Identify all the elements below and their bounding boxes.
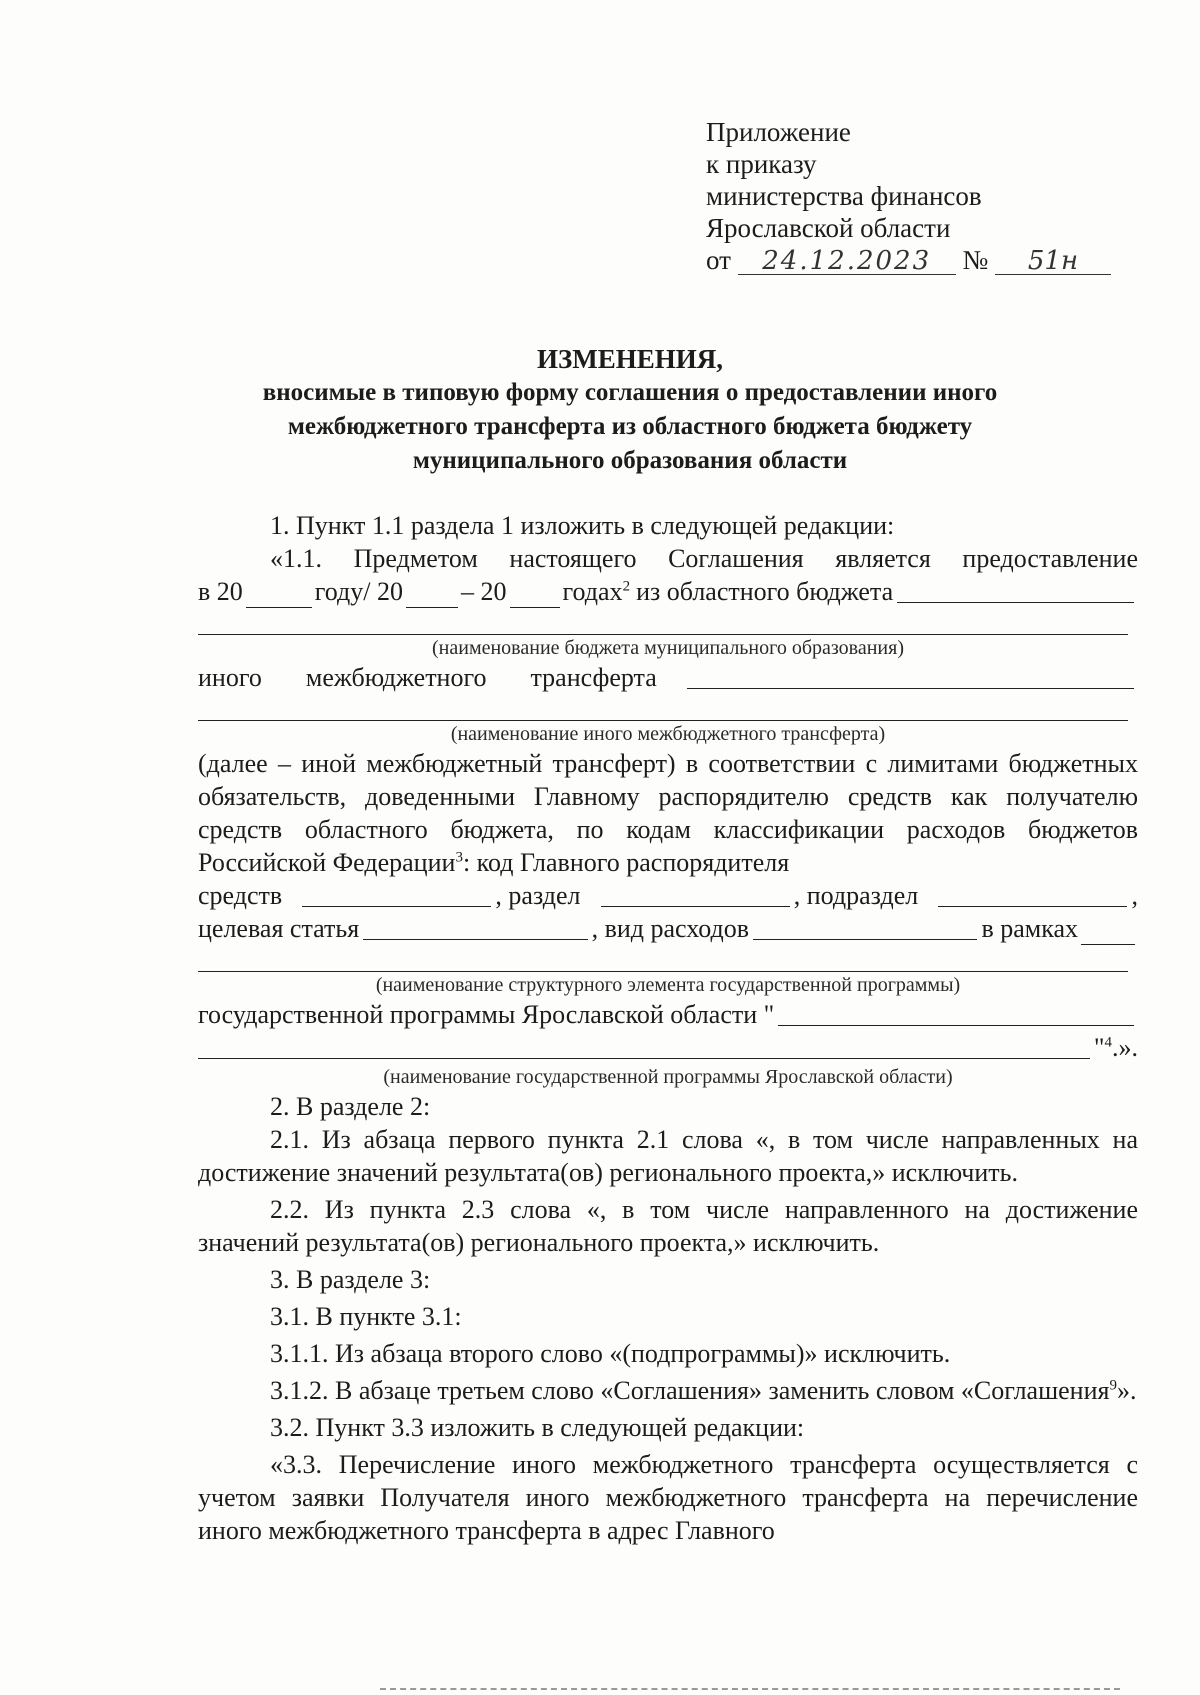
program-line [198,998,1138,1031]
year-dash: – 20 [461,577,507,606]
transfer-word-3: трансферта [530,663,657,692]
page-bottom-artifact [380,1688,1120,1693]
heading-line-3: муниципального образования области [412,447,848,474]
transfer-blank-line [198,694,1128,721]
paragraph-3-text: (далее – иной межбюджетный трансферт) в соответствии с лимитами бюджетных обязательств, доведенными Главному распорядителю средств как получателю средств областного бюджета, по кодам классификации расходов бюджетов Российской Федерации [198,749,1138,877]
section-2: 2. В разделе 2: [270,1092,431,1121]
footnote-9: 9 [1109,1377,1117,1394]
year-blank-2 [406,587,458,608]
footnote-3: 3 [455,849,463,866]
within-label: в рамках [981,914,1078,943]
transfer-line [198,661,1138,694]
section-3-2: 3.2. Пункт 3.3 изложить в следующей редакции: [270,1413,805,1442]
transfer-blank [687,664,1134,689]
caption-program: (наименование государственной программы Ярославской области) [383,1066,953,1088]
approval-block [706,116,1111,276]
target-line [198,912,1138,945]
footnote-2: 2 [622,578,631,595]
section-3-3: «3.3. Перечисление иного межбюджетного трансферта осуществляется с учетом заявки Получателя иного межбюджетного трансферта на перечисление иного межбюджетного трансферта в адрес Главного [198,1450,1138,1545]
codes-blank-1 [302,882,491,907]
from-budget: из областного бюджета [636,577,894,606]
target-blank-2 [753,915,977,940]
budget-blank-line [198,608,1128,635]
program-tail: .». [1112,1033,1138,1062]
paragraph-1: 1. Пункт 1.1 раздела 1 изложить в следующей редакции: [270,511,895,540]
year-prefix: в 20 [198,577,243,606]
year-blank-3 [510,587,560,608]
caption-transfer: (наименование иного межбюджетного трансферта) [450,723,886,745]
codes-label: средств [198,881,283,910]
document-heading [190,342,1070,478]
years-word [563,575,631,608]
approval-line-4: Ярославской области [706,213,951,243]
codes-blank-3 [938,882,1127,907]
struct-blank-line [198,945,1128,972]
footnote-4: 4 [1104,1034,1112,1051]
codes-section: , раздел [495,881,581,910]
years-text: годах [562,577,623,606]
paragraph-2-line-2 [198,575,1138,608]
section-3: 3. В разделе 3: [270,1265,431,1294]
target-blank-3 [1081,924,1135,945]
number-sign: № [962,245,989,275]
year-blank-1 [246,587,312,608]
paragraph-2-line-1: «1.1. Предметом настоящего Соглашения является предоставление [270,544,1138,573]
codes-comma: , [1131,881,1138,910]
section-3-1-2 [198,1374,1138,1407]
paragraph-3-tail: : код Главного распорядителя [462,848,790,877]
target-blank-1 [363,915,587,940]
budget-blank [897,578,1134,603]
program-quote-end [1094,1031,1138,1064]
document-body [198,509,1138,1547]
codes-subsection: , подраздел [793,881,919,910]
approval-date-line [706,244,1111,276]
program-quote: " [1093,1033,1105,1062]
program-blank-2 [198,1034,1090,1059]
handwritten-number: 51н [995,248,1111,275]
paragraph-3 [198,747,1138,879]
program-label: государственной программы Ярославской области " [198,1000,775,1029]
transfer-word-2: межбюджетного [305,663,487,692]
section-3-1-2-tail: ». [1116,1376,1137,1405]
codes-blank-2 [601,882,790,907]
codes-line [198,879,1138,912]
handwritten-date: 24.12.2023 [738,248,956,275]
heading-line-2: межбюджетного трансферта из областного бюджета бюджету [287,413,973,440]
year-mid: году/ 20 [314,577,404,606]
caption-struct: (наименование структурного элемента государственной программы) [375,974,961,996]
date-prefix: от [706,245,731,275]
target-label: целевая статья [198,914,360,943]
heading-line-1: вносимые в типовую форму соглашения о предоставлении иного [262,379,998,406]
approval-line-3: министерства финансов [706,181,982,211]
program-blank-1 [778,1001,1134,1026]
transfer-word-1: иного [198,663,262,692]
section-3-1-2-text: 3.1.2. В абзаце третьем слово «Соглашения» заменить словом «Соглашения [270,1376,1110,1405]
heading-title: ИЗМЕНЕНИЯ, [536,344,723,374]
expense-type-label: , вид расходов [591,914,750,943]
approval-line-2: к приказу [706,149,817,179]
program-line-2 [198,1031,1138,1064]
section-2-1: 2.1. Из абзаца первого пункта 2.1 слова «, в том числе направленных на достижение значений результата(ов) регионального проекта,» исключить. [198,1125,1138,1187]
caption-budget: (наименование бюджета муниципального образования) [432,637,904,659]
approval-line-1: Приложение [706,117,851,147]
section-3-1-1: 3.1.1. Из абзаца второго слово «(подпрограммы)» исключить. [270,1339,951,1368]
section-2-2: 2.2. Из пункта 2.3 слова «, в том числе направленного на достижение значений результата(ов) регионального проекта,» исключить. [198,1195,1138,1257]
section-3-1: 3.1. В пункте 3.1: [270,1302,462,1331]
